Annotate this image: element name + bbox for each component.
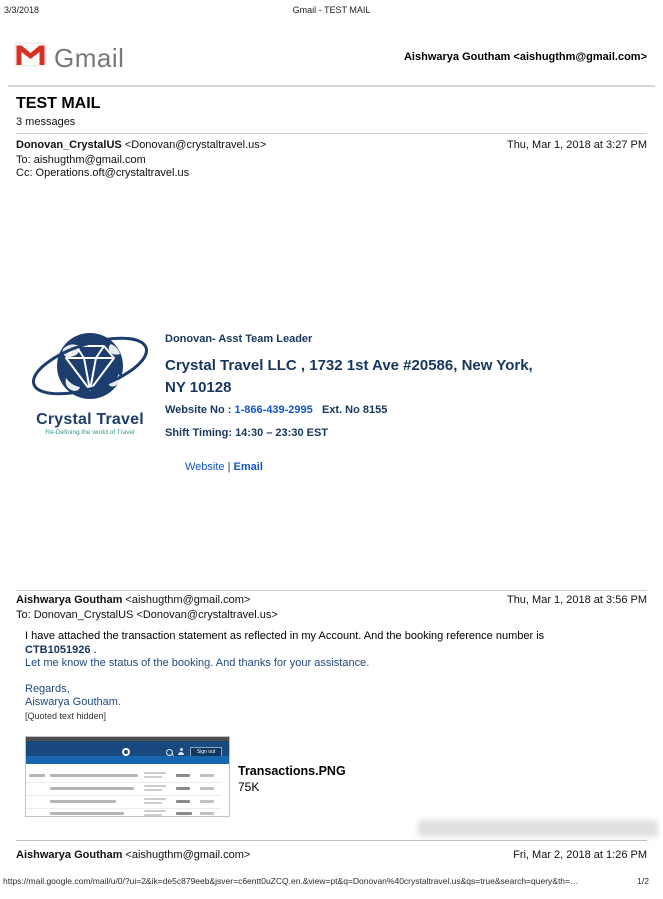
message3-from	[16, 849, 250, 862]
logo-title: Crystal Travel	[36, 411, 144, 428]
sender-name: Donovan_CrystalUS	[16, 139, 122, 151]
signature-website-line	[165, 404, 387, 416]
message1-cc: Cc: Operations.oft@crystaltravel.us	[16, 167, 190, 179]
transaction-row	[26, 782, 221, 796]
ext-label: Ext. No 8155	[312, 404, 388, 416]
sender-name: Aishwarya Goutham	[16, 594, 123, 606]
transaction-row	[26, 795, 221, 809]
booking-reference: CTB1051926	[25, 643, 91, 656]
divider	[16, 590, 647, 591]
phone-link[interactable]: 1-866-439-2995	[234, 404, 313, 416]
message2-date: Thu, Mar 1, 2018 at 3:56 PM	[506, 594, 647, 606]
thumb-subnav	[26, 756, 229, 764]
sign-out-button: Sign out	[190, 747, 222, 757]
message1-from	[16, 139, 266, 152]
search-icon	[166, 749, 173, 756]
link-separator: |	[224, 461, 234, 473]
attachment-size: 75K	[238, 780, 260, 794]
message2-from	[16, 594, 250, 607]
message2-to: To: Donovan_CrystalUS <Donovan@crystaltravel.us>	[16, 609, 278, 621]
email-link[interactable]: Email	[233, 461, 263, 473]
blur-artifact	[418, 820, 658, 837]
print-title: Gmail - TEST MAIL	[292, 5, 371, 15]
body-signoff: Aiswarya Goutham.	[25, 696, 121, 708]
signature-links	[185, 461, 263, 473]
transaction-row	[26, 769, 221, 783]
signature-shift: Shift Timing: 14:30 – 23:30 EST	[165, 427, 329, 439]
message3-date: Fri, Mar 2, 2018 at 1:26 PM	[513, 849, 647, 861]
sender-name: Aishwarya Goutham	[16, 849, 123, 861]
attachment-thumbnail[interactable]	[25, 736, 230, 817]
body-regards: Regards,	[25, 683, 70, 695]
message1-to: To: aishugthm@gmail.com	[16, 154, 146, 166]
sender-email: <aishugthm@gmail.com>	[122, 594, 251, 606]
crystal-travel-globe-icon	[28, 326, 152, 406]
crystal-travel-logo	[25, 326, 155, 436]
user-icon	[178, 748, 184, 755]
message2-body	[25, 630, 625, 671]
body-line2: Let me know the status of the booking. And thanks for your assistance.	[25, 657, 370, 669]
message1-date: Thu, Mar 1, 2018 at 3:27 PM	[506, 139, 647, 151]
gmail-logo-icon	[14, 41, 48, 68]
quoted-text-hidden: [Quoted text hidden]	[25, 711, 107, 721]
gmail-wordmark: Gmail	[54, 43, 125, 73]
bank-logo-icon	[122, 748, 130, 756]
logo-tagline: Re-Defining the world of Travel	[45, 429, 135, 436]
ref-suffix: .	[90, 643, 97, 656]
thumb-navbar	[26, 741, 229, 756]
website-label: Website No :	[165, 404, 235, 416]
divider	[16, 840, 647, 841]
transaction-row	[26, 808, 221, 821]
sender-email: <aishugthm@gmail.com>	[122, 849, 251, 861]
thread-subject: TEST MAIL	[16, 95, 101, 112]
thread-message-count: 3 messages	[16, 116, 76, 128]
attachment-filename[interactable]: Transactions.PNG	[238, 764, 346, 778]
account-identity: Aishwarya Goutham <aishugthm@gmail.com>	[403, 51, 647, 63]
divider	[8, 85, 655, 87]
print-date: 3/3/2018	[4, 5, 40, 15]
signature-company: Crystal Travel LLC , 1732 1st Ave #20586, New York, NY 10128	[165, 357, 533, 396]
divider	[16, 133, 647, 134]
website-link[interactable]: Website	[185, 461, 225, 473]
print-footer-page: 1/2	[637, 876, 649, 886]
sender-email: <Donovan@crystaltravel.us>	[121, 139, 267, 151]
signature-role: Donovan- Asst Team Leader	[165, 333, 313, 345]
body-line1: I have attached the transaction statement as reflected in my Account. And the booking reference number is	[25, 630, 545, 642]
print-footer-url: https://mail.google.com/mail/u/0/?ui=2&ik=de5c879eeb&jsver=c6entt0uZCQ.en.&view=pt&q=Donovan%40crystaltravel.us&qs=true&search=query&th=…	[3, 876, 579, 886]
